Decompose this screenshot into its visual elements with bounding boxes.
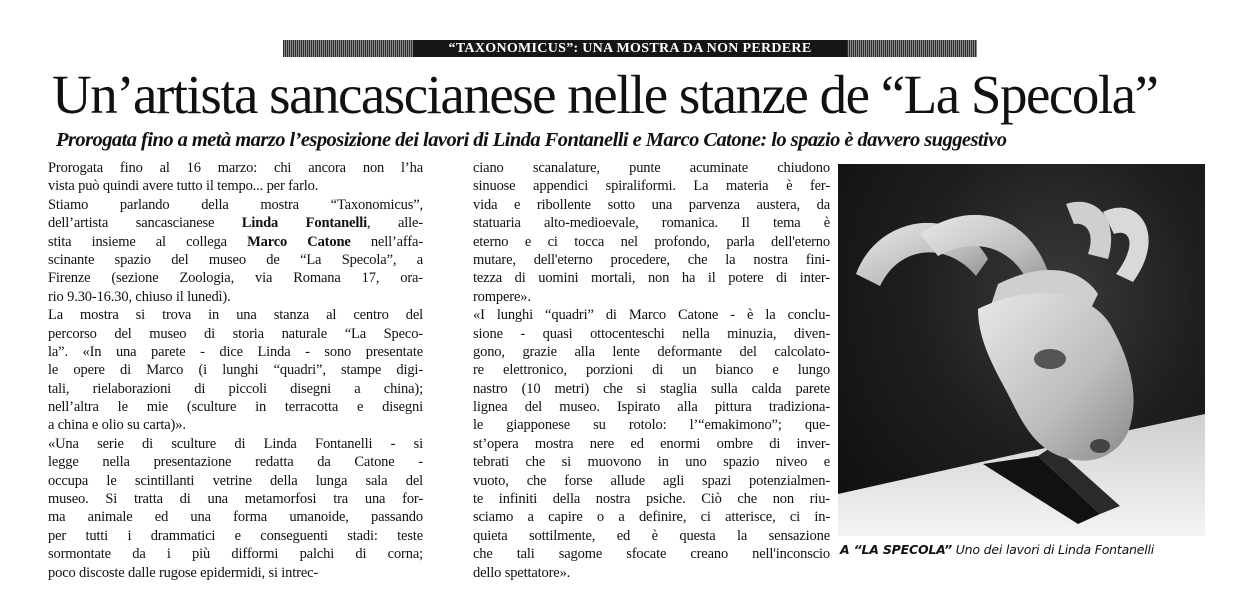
article-line <box>48 416 423 434</box>
article-line <box>473 490 830 508</box>
article-line <box>48 288 423 306</box>
line-text: nell’altra le mie (sculture in terracotta e disegni <box>48 399 423 416</box>
article-line <box>473 564 830 582</box>
article-line <box>473 214 830 232</box>
article-line <box>48 435 423 453</box>
article-line <box>48 325 423 343</box>
article-line <box>473 343 830 361</box>
article-line <box>473 233 830 251</box>
line-text: che tali sagome sfocate creano nell'inconscio <box>473 546 830 563</box>
article-line <box>473 545 830 563</box>
article-line <box>48 159 423 177</box>
line-text: museo. Si tratta di una metamorfosi tra una for- <box>48 491 423 508</box>
photo-caption <box>840 541 1154 559</box>
line-text: st’opera mostra nere ed enormi ombre di inver- <box>473 435 830 452</box>
line-text: gono, grazie alla lente deformante del calcolato- <box>473 343 830 360</box>
article-line <box>48 453 423 471</box>
line-text: occupa le scintillanti vetrine della lunga sala del <box>48 472 423 489</box>
line-text: sciamo a capire o a definire, ci atterisce, ci in- <box>473 509 830 526</box>
line-text: eterno e ci tocca nel profondo, parla dell'eterno <box>473 233 830 250</box>
subheadline: Prorogata fino a metà marzo l’esposizione dei lavori di Linda Fontanelli e Marco Catone: lo spazio è davvero suggestivo <box>56 129 1007 151</box>
line-text: dello spettatore». <box>473 564 571 581</box>
line-text: le giapponese su rotolo: l’“emakimono”; que- <box>473 417 830 434</box>
article-line <box>473 361 830 379</box>
line-text: vista può quindi avere tutto il tempo... per farlo. <box>48 178 319 195</box>
headline: Un’artista sancascianese nelle stanze de “La Specola” <box>52 64 1158 125</box>
article-line <box>473 269 830 287</box>
article-line <box>473 416 830 434</box>
article-line <box>48 177 423 195</box>
line-text: ciano scanalature, punte acuminate chiudono <box>473 160 830 176</box>
article-line <box>48 214 423 232</box>
line-text: rompere». <box>473 288 531 305</box>
article-line <box>473 472 830 490</box>
article-line <box>48 343 423 361</box>
line-text: rio 9.30-16.30, chiuso il lunedì). <box>48 288 231 305</box>
line-text: vida e ribollente sotto una parvenza austera, da <box>473 196 830 213</box>
line-text: poco discoste dalle rugose epidermidi, si intrec- <box>48 564 319 581</box>
line-text: tebrati che si muovono in uno spazio niveo e <box>473 454 830 471</box>
line-text: quieta sottilmente, ed è questa la sensazione <box>473 527 830 544</box>
line-text: stita insieme al collega <box>48 233 248 250</box>
article-line <box>473 453 830 471</box>
article-line <box>473 177 830 195</box>
horned-animal-sculpture-icon <box>838 164 1205 536</box>
line-text: statuaria alto-medioevale, romanica. Il tema è <box>473 215 830 232</box>
article-line <box>48 545 423 563</box>
article-line <box>473 251 830 269</box>
line-text: te infiniti della nostra psiche. Ciò che non riu- <box>473 491 830 508</box>
article-line <box>48 196 423 214</box>
line-text: la”. «In una parete - dice Linda - sono presentate <box>48 343 423 360</box>
line-text: Stiamo parlando della mostra “Taxonomicus”, <box>48 196 423 213</box>
bold-name: Marco Catone <box>247 233 351 250</box>
line-text: nell’affa- <box>350 233 423 250</box>
line-text: La mostra si trova in una stanza al centro del <box>48 307 423 324</box>
bold-name: Linda Fontanelli <box>241 215 367 232</box>
line-text: «I lunghi “quadri” di Marco Catone - è la conclu- <box>473 307 830 324</box>
article-line <box>48 398 423 416</box>
article-line <box>473 435 830 453</box>
article-line <box>48 472 423 490</box>
line-text: ma animale ed una forma umanoide, passando <box>48 509 423 526</box>
line-text: per tutti i drammatici e conseguenti stadi: teste <box>48 527 423 544</box>
article-line <box>473 288 830 306</box>
article-line <box>473 398 830 416</box>
line-text: Firenze (sezione Zoologia, via Romana 17, ora- <box>48 270 423 287</box>
line-text: scinante spazio del museo de “La Specola”, a <box>48 251 423 268</box>
line-text: sormontate da i più difformi palchi di corna; <box>48 546 423 563</box>
article-line <box>473 196 830 214</box>
article-line <box>473 325 830 343</box>
article-line <box>48 269 423 287</box>
line-text: re elettronico, porzioni di un bianco e lungo <box>473 362 830 379</box>
article-line <box>48 490 423 508</box>
line-text: legge nella presentazione redatta da Catone - <box>48 454 423 471</box>
article-line <box>48 564 423 582</box>
article-line <box>48 233 423 251</box>
line-text: tali, rielaborazioni di piccoli disegni a china); <box>48 380 423 397</box>
article-line <box>473 159 830 177</box>
caption-text: Uno dei lavori di Linda Fontanelli <box>951 542 1155 557</box>
line-text: le opere di Marco (i lunghi “quadri”, stampe digi- <box>48 362 423 379</box>
line-text: dell’artista sancascianese <box>48 215 242 232</box>
line-text: mutare, dell'eterno procedere, che la nostra fini- <box>473 251 830 268</box>
article-column-2 <box>473 159 830 582</box>
kicker-label: “TAXONOMICUS”: UNA MOSTRA DA NON PERDERE <box>413 40 847 57</box>
article-line <box>473 380 830 398</box>
line-text: vuoto, che forse allude agli spazi potenzialmen- <box>473 472 830 489</box>
caption-lead: A “LA SPECOLA” <box>840 542 952 557</box>
article-line <box>48 380 423 398</box>
line-text: , alle- <box>366 215 423 232</box>
article-line <box>48 527 423 545</box>
line-text: Prorogata fino al 16 marzo: chi ancora non l’ha <box>48 160 423 176</box>
line-text: sione - quasi ottocenteschi nella minuzia, diven- <box>473 325 830 342</box>
line-text: a china e olio su carta)». <box>48 417 186 434</box>
article-line <box>473 527 830 545</box>
line-text: percorso del museo di storia naturale “La Speco- <box>48 325 423 342</box>
article-line <box>48 508 423 526</box>
article-line <box>48 361 423 379</box>
article-line <box>48 306 423 324</box>
line-text: nastro (10 metri) che si staglia sulla calda parete <box>473 380 830 397</box>
article-line <box>473 508 830 526</box>
article-line <box>48 251 423 269</box>
article-line <box>473 306 830 324</box>
line-text: lignea del museo. Ispirato alla pittura tradiziona- <box>473 399 830 416</box>
line-text: tezza di uomini mortali, non ha il potere di inter- <box>473 270 830 287</box>
line-text: sinuose appendici spiraliformi. La materia è fer- <box>473 178 830 195</box>
article-column-1 <box>48 159 423 582</box>
sculpture-photo <box>838 164 1205 536</box>
line-text: «Una serie di sculture di Linda Fontanelli - si <box>48 435 423 452</box>
